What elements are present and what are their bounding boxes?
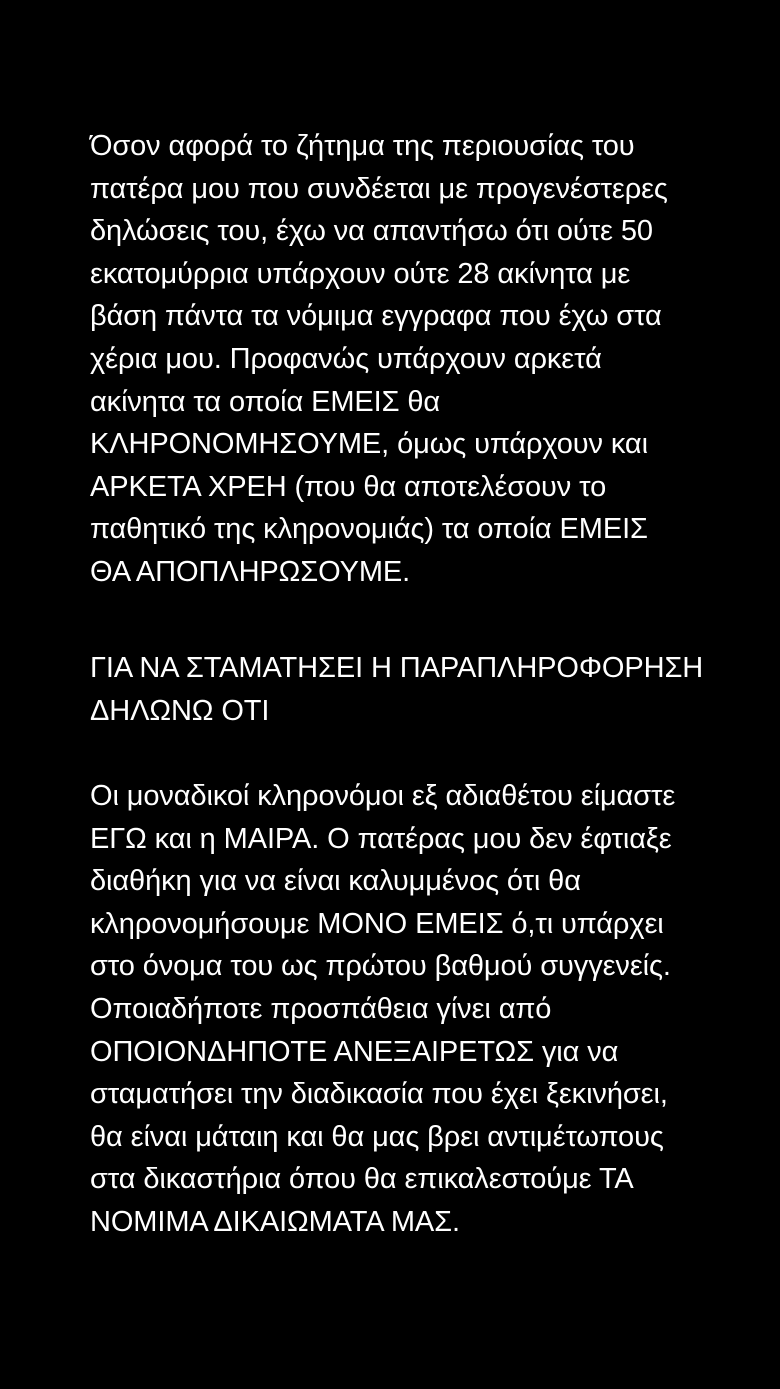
text-line: ΑΡΚΕΤΑ ΧΡΕΗ (που θα αποτελέσουν το bbox=[90, 470, 607, 503]
text-line: θα είναι μάταιη και θα μας βρει αντιμέτωπους bbox=[90, 1120, 664, 1153]
text-line: στα δικαστήρια όπου θα επικαλεστούμε ΤΑ bbox=[90, 1163, 634, 1196]
statement-paragraph-declaration bbox=[90, 647, 750, 732]
text-line: παθητικό της κληρονομιάς) τα οποία ΕΜΕΙΣ bbox=[90, 513, 648, 546]
statement-paragraph-property bbox=[90, 125, 750, 594]
text-line: ΟΠΟΙΟΝΔΗΠΟΤΕ ΑΝΕΞΑΙΡΕΤΩΣ για να bbox=[90, 1035, 619, 1068]
text-line: ΔΗΛΩΝΩ ΟΤΙ bbox=[90, 694, 270, 727]
text-line: Οι μοναδικοί κληρονόμοι εξ αδιαθέτου είμαστε bbox=[90, 780, 676, 812]
text-line: ΓΙΑ ΝΑ ΣΤΑΜΑΤΗΣΕΙ Η ΠΑΡΑΠΛΗΡΟΦΟΡΗΣΗ bbox=[90, 652, 704, 684]
statement-paragraph-heirs bbox=[90, 775, 750, 1244]
text-line: στο όνομα του ως πρώτου βαθμού συγγενείς. bbox=[90, 950, 671, 983]
text-line: πατέρα μου που συνδέεται με προγενέστερες bbox=[90, 172, 668, 205]
text-line: εκατομύρρια υπάρχουν ούτε 28 ακίνητα με bbox=[90, 257, 631, 290]
text-line: χέρια μου. Προφανώς υπάρχουν αρκετά bbox=[90, 342, 602, 375]
text-line: Οποιαδήποτε προσπάθεια γίνει από bbox=[90, 992, 552, 1025]
text-line: ΕΓΩ και η ΜΑΙΡΑ. Ο πατέρας μου δεν έφτιαξε bbox=[90, 822, 672, 855]
text-line: ΝΟΜΙΜΑ ΔΙΚΑΙΩΜΑΤΑ ΜΑΣ. bbox=[90, 1205, 460, 1238]
text-line: δηλώσεις του, έχω να απαντήσω ότι ούτε 50 bbox=[90, 215, 653, 248]
text-line: ΚΛΗΡΟΝΟΜΗΣΟΥΜΕ, όμως υπάρχουν και bbox=[90, 428, 648, 461]
text-line: ακίνητα τα οποία ΕΜΕΙΣ θα bbox=[90, 385, 441, 418]
text-line: ΘΑ ΑΠΟΠΛΗΡΩΣΟΥΜΕ. bbox=[90, 555, 411, 588]
text-line: Όσον αφορά το ζήτημα της περιουσίας του bbox=[90, 130, 635, 162]
text-line: διαθήκη για να είναι καλυμμένος ότι θα bbox=[90, 865, 581, 898]
text-line: κληρονομήσουμε ΜΟΝΟ ΕΜΕΙΣ ό,τι υπάρχει bbox=[90, 907, 664, 940]
text-line: σταματήσει την διαδικασία που έχει ξεκινήσει, bbox=[90, 1078, 668, 1111]
text-line: βάση πάντα τα νόμιμα εγγραφα που έχω στα bbox=[90, 300, 662, 333]
